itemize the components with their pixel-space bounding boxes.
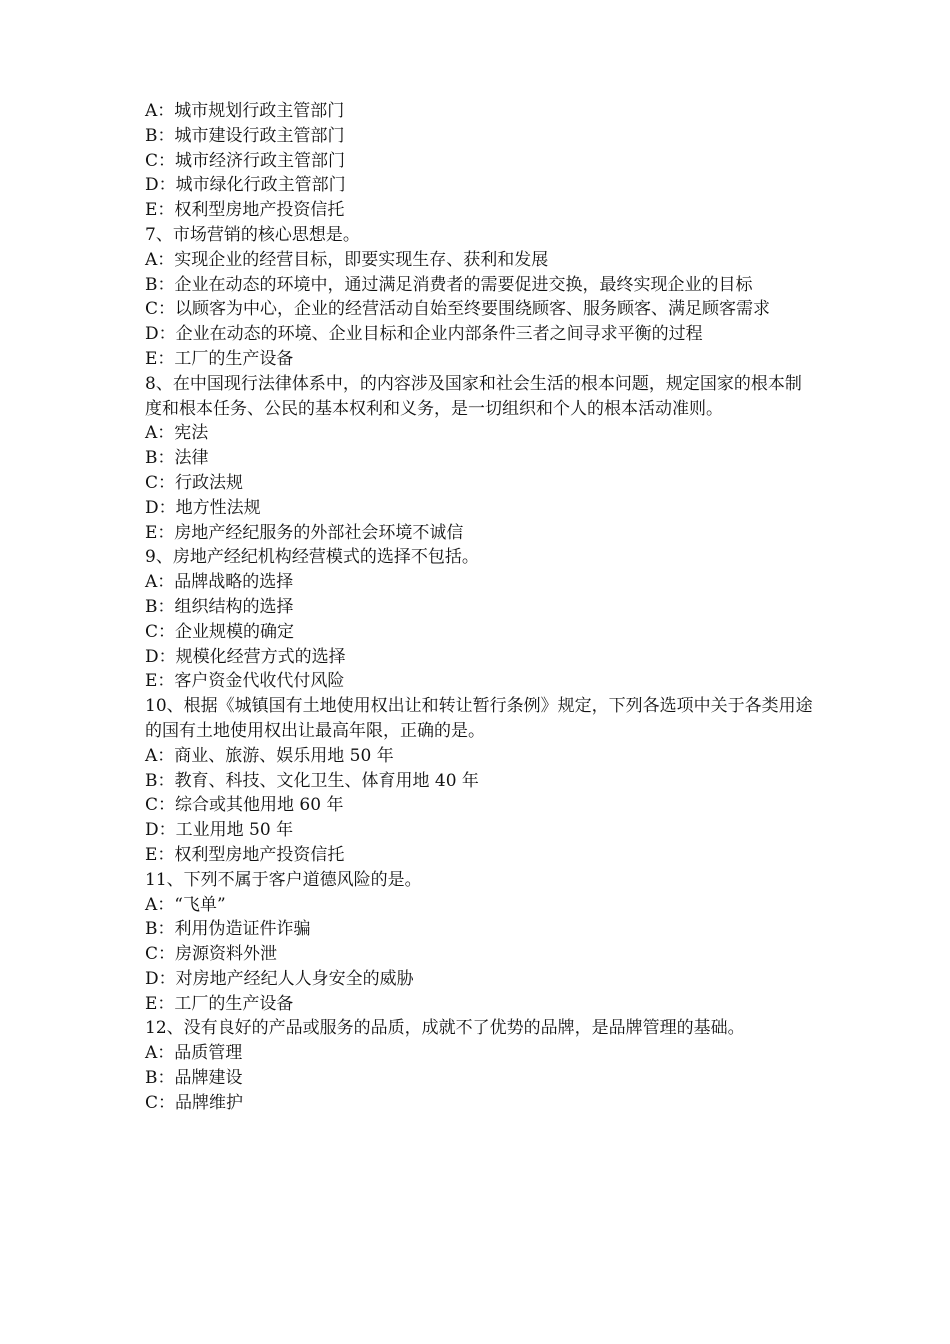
option-line: B：城市建设行政主管部门 — [145, 125, 345, 146]
option-line: D：规模化经营方式的选择 — [145, 646, 346, 667]
question-line: 11、下列不属于客户道德风险的是。 — [145, 869, 422, 890]
document-body — [145, 99, 815, 1116]
option-line: C：城市经济行政主管部门 — [145, 150, 346, 171]
option-line: E：工厂的生产设备 — [145, 993, 294, 1014]
option-line: B：教育、科技、文化卫生、体育用地 40 年 — [145, 770, 479, 791]
option-line: D：工业用地 50 年 — [145, 820, 294, 841]
option-line: A：品牌战略的选择 — [145, 572, 294, 593]
option-line: C：综合或其他用地 60 年 — [145, 795, 344, 816]
option-line: B：组织结构的选择 — [145, 596, 294, 617]
question-line: 7、市场营销的核心思想是。 — [145, 224, 360, 245]
question-line: 10、根据《城镇国有土地使用权出让和转让暂行条例》规定，下列各选项中关于各类用途的国有土地使用权出让最高年限，正确的是。 — [145, 696, 813, 741]
option-line: D：企业在动态的环境、企业目标和企业内部条件三者之间寻求平衡的过程 — [145, 324, 703, 345]
option-line: E：客户资金代收代付风险 — [145, 671, 345, 692]
question-line: 9、房地产经纪机构经营模式的选择不包括。 — [145, 547, 479, 568]
option-line: D：城市绿化行政主管部门 — [145, 175, 346, 196]
option-line: A：实现企业的经营目标，即要实现生存、获利和发展 — [145, 249, 549, 270]
option-line: B：企业在动态的环境中，通过满足消费者的需要促进交换，最终实现企业的目标 — [145, 274, 753, 295]
option-line: B：法律 — [145, 448, 209, 469]
option-line: A：品质管理 — [145, 1043, 243, 1064]
option-line: A：商业、旅游、娱乐用地 50 年 — [145, 745, 394, 766]
option-line: A：宪法 — [145, 423, 209, 444]
option-line: E：房地产经纪服务的外部社会环境不诚信 — [145, 522, 464, 543]
option-line: B：品牌建设 — [145, 1068, 243, 1089]
option-line: E：权利型房地产投资信托 — [145, 200, 345, 221]
question-line: 12、没有良好的产品或服务的品质，成就不了优势的品牌，是品牌管理的基础。 — [145, 1018, 745, 1039]
option-line: D：地方性法规 — [145, 497, 261, 518]
question-line: 8、在中国现行法律体系中，的内容涉及国家和社会生活的根本问题，规定国家的根本制度和根本任务、公民的基本权利和义务，是一切组织和个人的根本活动准则。 — [145, 373, 802, 419]
option-line: D：对房地产经纪人人身安全的威胁 — [145, 968, 414, 989]
option-line: B：利用伪造证件诈骗 — [145, 919, 311, 940]
option-line: C：品牌维护 — [145, 1092, 244, 1113]
option-line: E：权利型房地产投资信托 — [145, 844, 345, 865]
option-line: A：“飞单” — [145, 894, 226, 915]
option-line: C：以顾客为中心，企业的经营活动自始至终要围绕顾客、服务顾客、满足顾客需求 — [145, 299, 771, 320]
option-line: C：行政法规 — [145, 472, 244, 493]
option-line: E：工厂的生产设备 — [145, 348, 294, 369]
option-line: C：房源资料外泄 — [145, 944, 278, 965]
option-line: C：企业规模的确定 — [145, 621, 295, 642]
option-line: A：城市规划行政主管部门 — [145, 101, 345, 121]
